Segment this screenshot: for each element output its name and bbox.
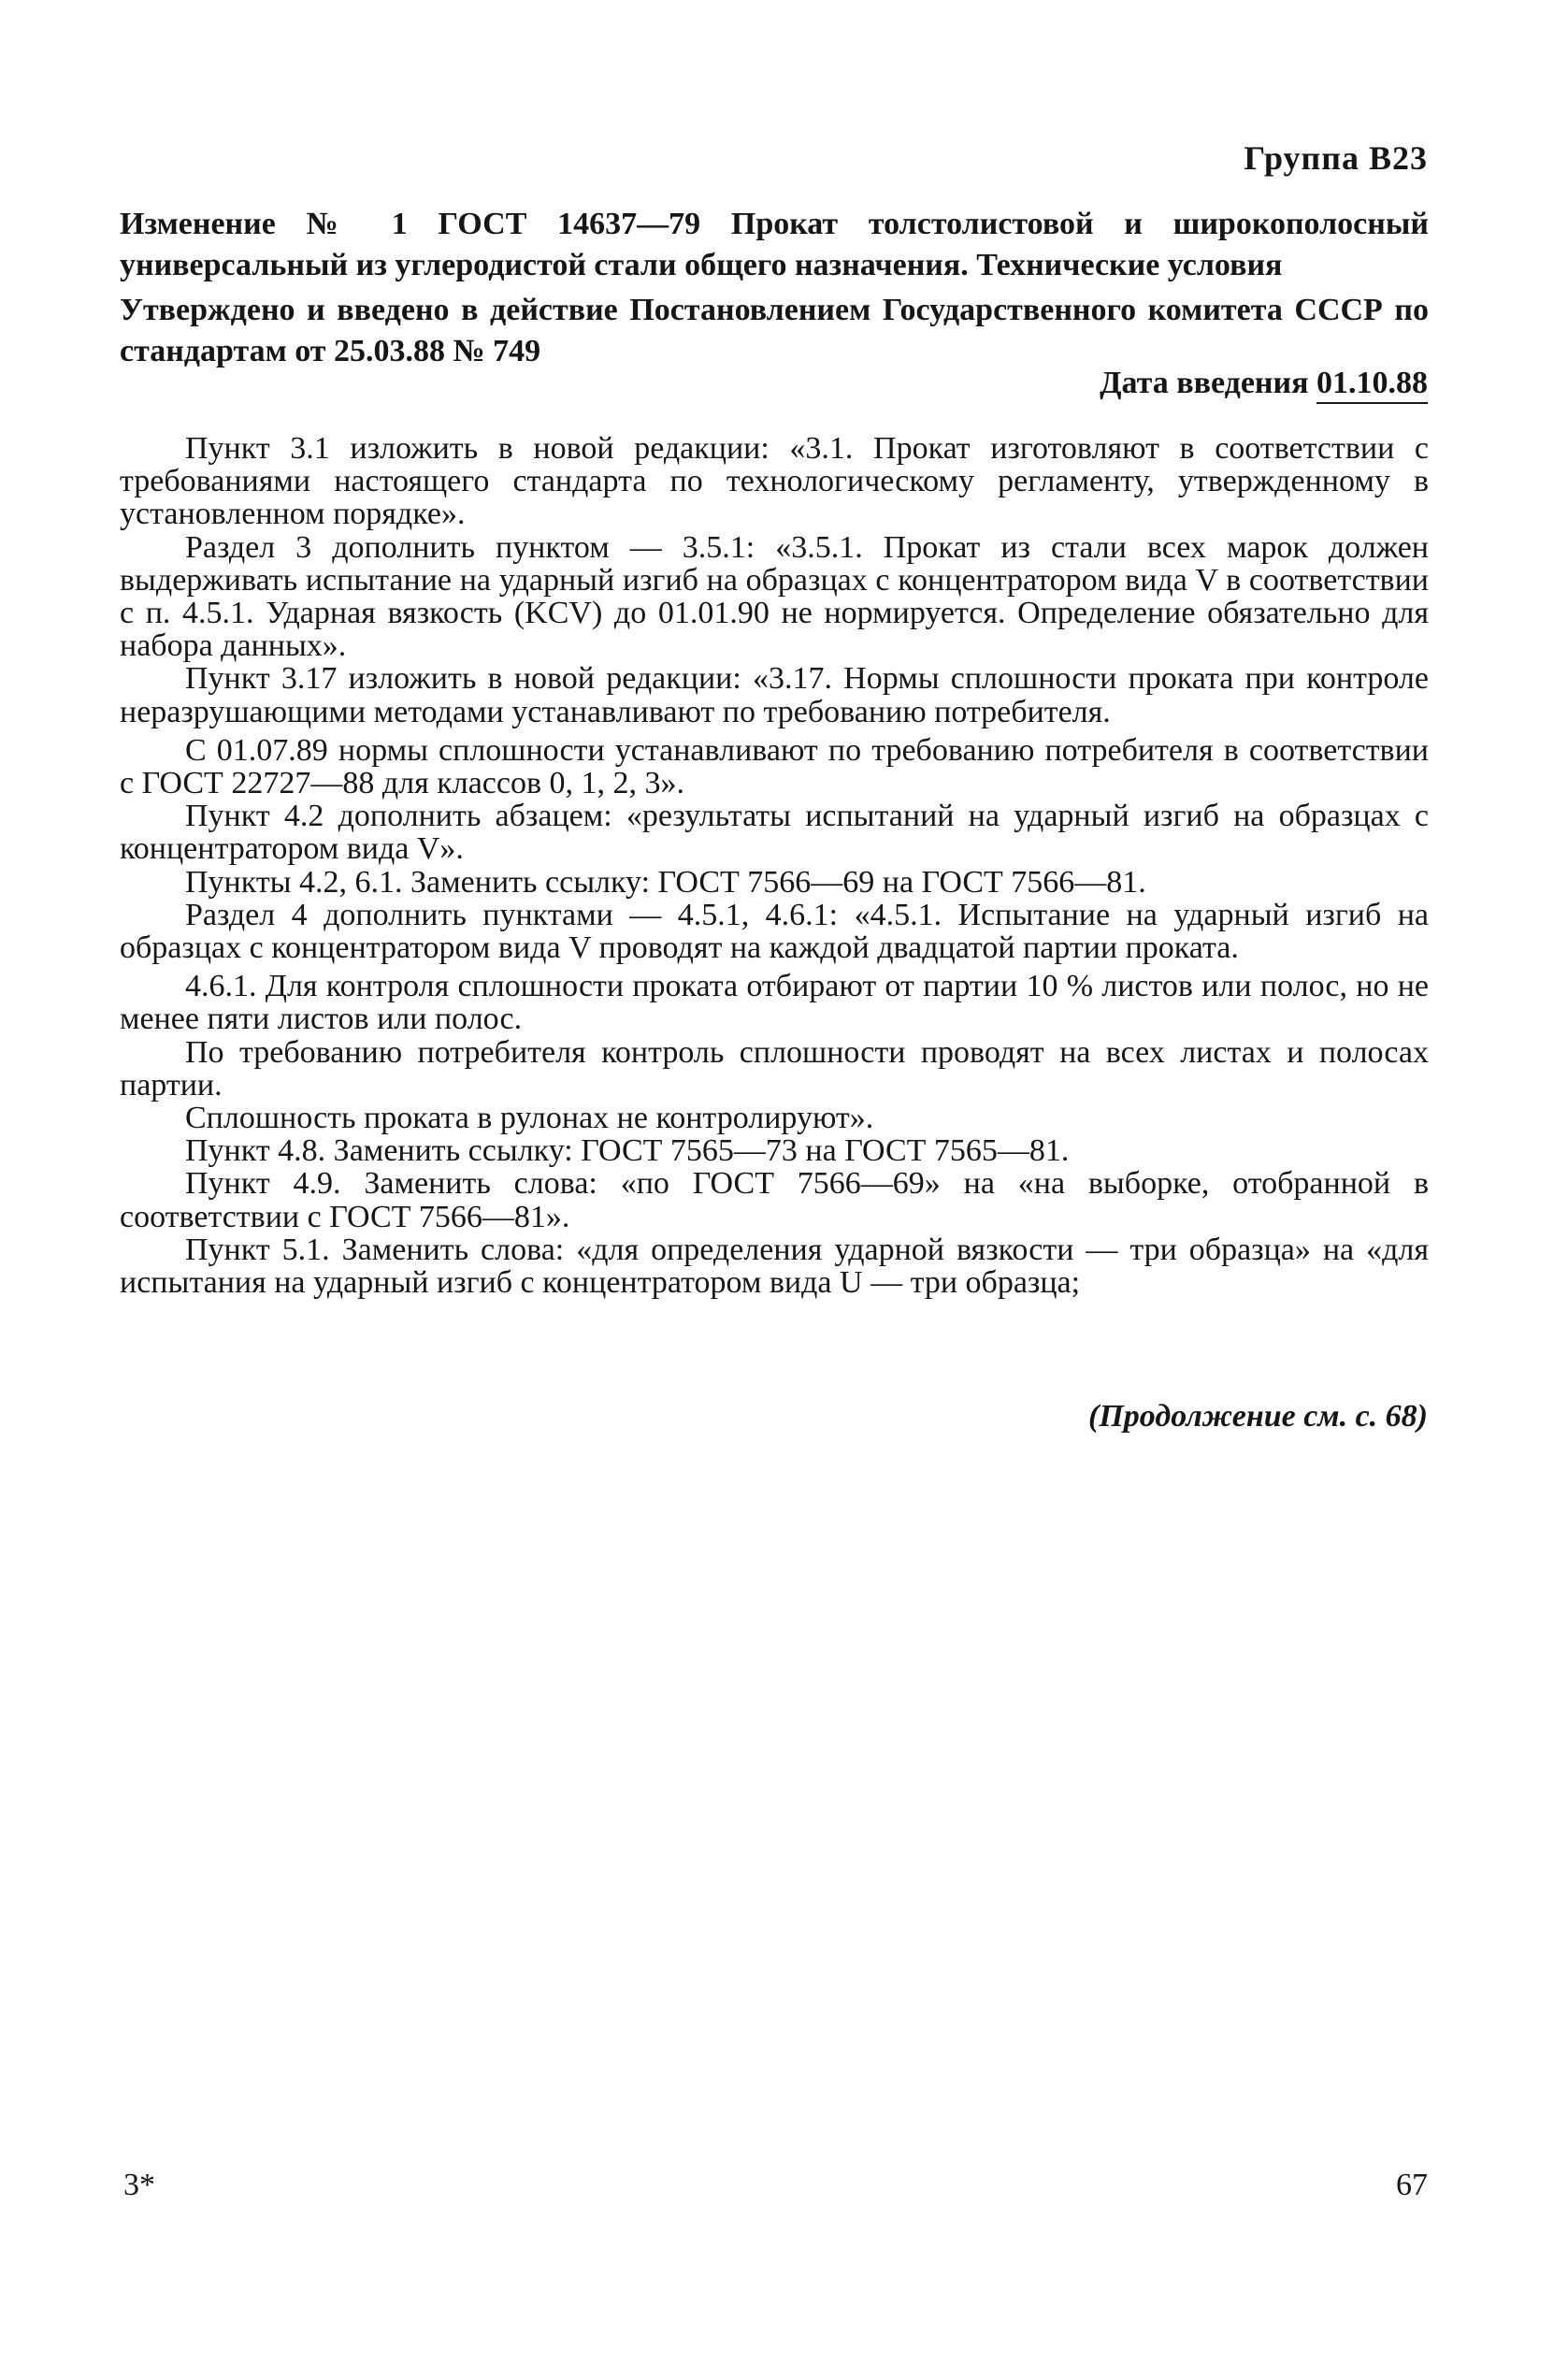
paragraph-3: Пункт 3.17 изложить в новой редакции: «3.17. Нормы сплошности проката при контроле неразрушающими методами устанавливают по требованию потребителя. bbox=[120, 661, 1429, 729]
group-label: Группа В23 bbox=[1244, 139, 1428, 177]
continuation-note: (Продолжение см. с. 68) bbox=[1088, 1399, 1428, 1434]
paragraph-8: 4.6.1. Для контроля сплошности проката отбирают от партии 10 % листов или полос, но не менее пяти листов или полос. bbox=[120, 969, 1429, 1037]
paragraph-1: Пункт 3.1 изложить в новой редакции: «3.1. Прокат изготовляют в соответствии с требованиями настоящего стандарта по технологическому регламенту, утвержденному в установленном порядке». bbox=[120, 431, 1429, 532]
paragraph-7: Раздел 4 дополнить пунктами — 4.5.1, 4.6.1: «4.5.1. Испытание на ударный изгиб на образцах с концентратором вида V проводят на каждой двадцатой партии проката. bbox=[120, 897, 1429, 966]
paragraph-2: Раздел 3 дополнить пунктом — 3.5.1: «3.5.1. Прокат из стали всех марок должен выдерживать испытание на ударный изгиб на образцах с концентратором вида V в соответствии с п. 4.5.1. Ударная вязкость (KCV) до 01.01.90 не нормируется. Определение обязательно для набора данных». bbox=[120, 529, 1429, 664]
paragraph-5: Пункт 4.2 дополнить абзацем: «результаты испытаний на ударный изгиб на образцах с концентратором вида V». bbox=[120, 799, 1429, 867]
page-number: 67 bbox=[1396, 2168, 1428, 2202]
paragraph-4: С 01.07.89 нормы сплошности устанавливают по требованию потребителя в соответствии с ГОСТ 22727—88 для классов 0, 1, 2, 3». bbox=[120, 732, 1429, 801]
effective-date: 01.10.88 bbox=[1316, 366, 1428, 404]
paragraph-13: Пункт 5.1. Заменить слова: «для определения ударной вязкости — три образца» на «для испытания на ударный изгиб с концентратором вида U — три образца; bbox=[120, 1232, 1429, 1301]
effective-date-line bbox=[1100, 363, 1428, 404]
change-title: Изменение № 1 ГОСТ 14637—79 Прокат толстолистовой и широкополосный универсальный из углеродистой стали общего назначения. Технические условия bbox=[120, 207, 1429, 282]
paragraph-12: Пункт 4.9. Заменить слова: «по ГОСТ 7566—69» на «на выборке, отобранной в соответствии с ГОСТ 7566—81». bbox=[120, 1166, 1429, 1234]
footer-mark: 3* bbox=[123, 2168, 155, 2202]
paragraph-11: Пункт 4.8. Заменить ссылку: ГОСТ 7565—73 на ГОСТ 7565—81. bbox=[185, 1133, 1070, 1169]
effective-date-label: Дата введения bbox=[1100, 366, 1316, 400]
paragraph-6: Пункты 4.2, 6.1. Заменить ссылку: ГОСТ 7566—69 на ГОСТ 7566—81. bbox=[185, 864, 1146, 900]
paragraph-10: Сплошность проката в рулонах не контролируют». bbox=[185, 1101, 874, 1136]
approval-statement: Утверждено и введено в действие Постановлением Государственного комитета СССР по стандартам от 25.03.88 № 749 bbox=[120, 293, 1429, 368]
amendment-body bbox=[120, 432, 1429, 1299]
paragraph-9: По требованию потребителя контроль сплошности проводят на всех листах и полосах партии. bbox=[120, 1034, 1429, 1103]
